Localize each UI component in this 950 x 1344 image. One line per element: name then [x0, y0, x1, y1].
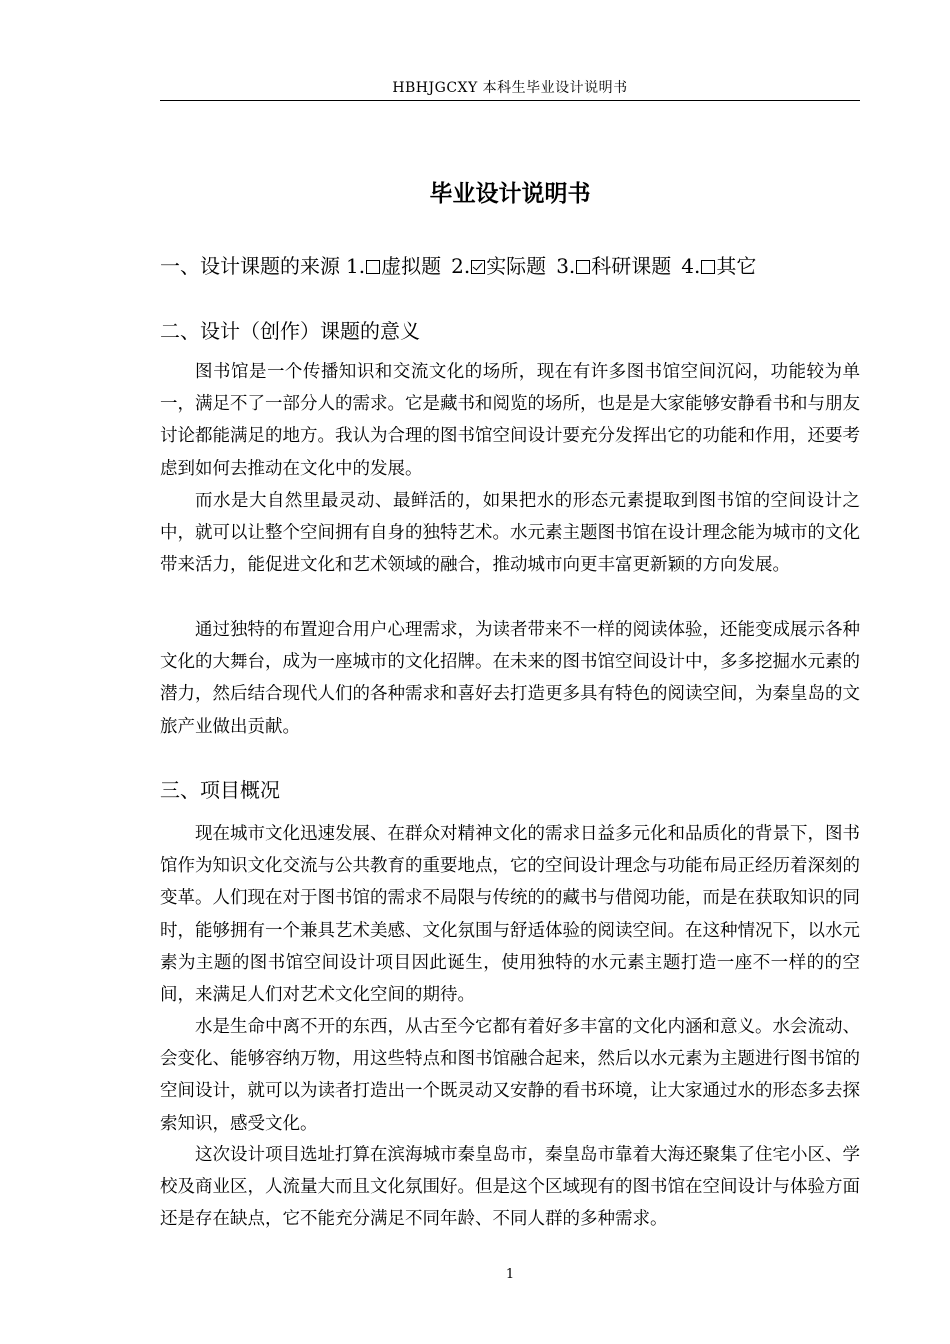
option-3-prefix: 3.	[556, 254, 576, 278]
section-1-heading: 一、设计课题的来源	[160, 254, 340, 278]
section-3-paragraph-2: 水是生命中离不开的东西，从古至今它都有着好多丰富的文化内涵和意义。水会流动、会变化、能够容纳万物，用这些特点和图书馆融合起来，然后以水元素为主题进行图书馆的空间设计，就可以为读者打造出一个既灵动又安静的看书环境，让大家通过水的形态多去探索知识，感受文化。	[160, 1017, 860, 1134]
page-header: HBHJGCXY 本科生毕业设计说明书	[392, 80, 628, 96]
checkbox-unchecked-icon[interactable]	[701, 260, 715, 274]
option-other[interactable]	[681, 254, 756, 278]
checkbox-unchecked-icon[interactable]	[366, 260, 380, 274]
option-3-label: 科研课题	[591, 254, 672, 278]
option-1-prefix: 1.	[346, 254, 366, 278]
section-3-heading-row	[160, 775, 860, 805]
option-research[interactable]	[556, 254, 671, 278]
option-4-prefix: 4.	[681, 254, 701, 278]
option-4-label: 其它	[716, 254, 757, 278]
option-2-label: 实际题	[486, 254, 547, 278]
document-title: 毕业设计说明书	[429, 181, 591, 207]
option-1-label: 虚拟题	[381, 254, 442, 278]
section-3-heading: 三、项目概况	[160, 778, 280, 802]
section-1-heading-row	[160, 251, 860, 281]
checkbox-unchecked-icon[interactable]	[576, 260, 590, 274]
source-options	[346, 254, 766, 278]
option-2-prefix: 2.	[451, 254, 471, 278]
section-2-paragraph-2: 而水是大自然里最灵动、最鲜活的，如果把水的形态元素提取到图书馆的空间设计之中，就可以让整个空间拥有自身的独特艺术。水元素主题图书馆在设计理念能为城市的文化带来活力，能促进文化和艺术领域的融合，推动城市向更丰富更新颖的方向发展。	[160, 491, 860, 576]
section-2-paragraph-1: 图书馆是一个传播知识和交流文化的场所，现在有许多图书馆空间沉闷，功能较为单一，满足不了一部分人的需求。它是藏书和阅览的场所，也是是大家能够安静看书和与朋友讨论都能满足的地方。我认为合理的图书馆空间设计要充分发挥出它的功能和作用，还要考虑到如何去推动在文化中的发展。	[160, 362, 860, 479]
header-rule	[160, 100, 860, 101]
section-2-heading-row	[160, 316, 860, 346]
section-3-paragraph-3: 这次设计项目选址打算在滨海城市秦皇岛市，秦皇岛市靠着大海还聚集了住宅小区、学校及商业区，人流量大而且文化氛围好。但是这个区域现有的图书馆在空间设计与体验方面还是存在缺点，它不能充分满足不同年龄、不同人群的多种需求。	[160, 1145, 860, 1230]
section-2-paragraph-3: 通过独特的布置迎合用户心理需求，为读者带来不一样的阅读体验，还能变成展示各种文化的大舞台，成为一座城市的文化招牌。在未来的图书馆空间设计中，多多挖掘水元素的潜力，然后结合现代人们的各种需求和喜好去打造更多具有特色的阅读空间，为秦皇岛的文旅产业做出贡献。	[160, 620, 860, 737]
option-actual[interactable]	[451, 254, 546, 278]
option-virtual[interactable]	[346, 254, 441, 278]
checkbox-checked-icon[interactable]	[471, 260, 485, 274]
page-number: 1	[505, 1267, 515, 1282]
section-2-heading: 二、设计（创作）课题的意义	[160, 319, 420, 343]
section-3-paragraph-1: 现在城市文化迅速发展、在群众对精神文化的需求日益多元化和品质化的背景下，图书馆作为知识文化交流与公共教育的重要地点，它的空间设计理念与功能布局正经历着深刻的变革。人们现在对于图书馆的需求不局限与传统的的藏书与借阅功能，而是在获取知识的同时，能够拥有一个兼具艺术美感、文化氛围与舒适体验的阅读空间。在这种情况下，以水元素为主题的图书馆空间设计项目因此诞生，使用独特的水元素主题打造一座不一样的的空间，来满足人们对艺术文化空间的期待。	[160, 824, 860, 1006]
